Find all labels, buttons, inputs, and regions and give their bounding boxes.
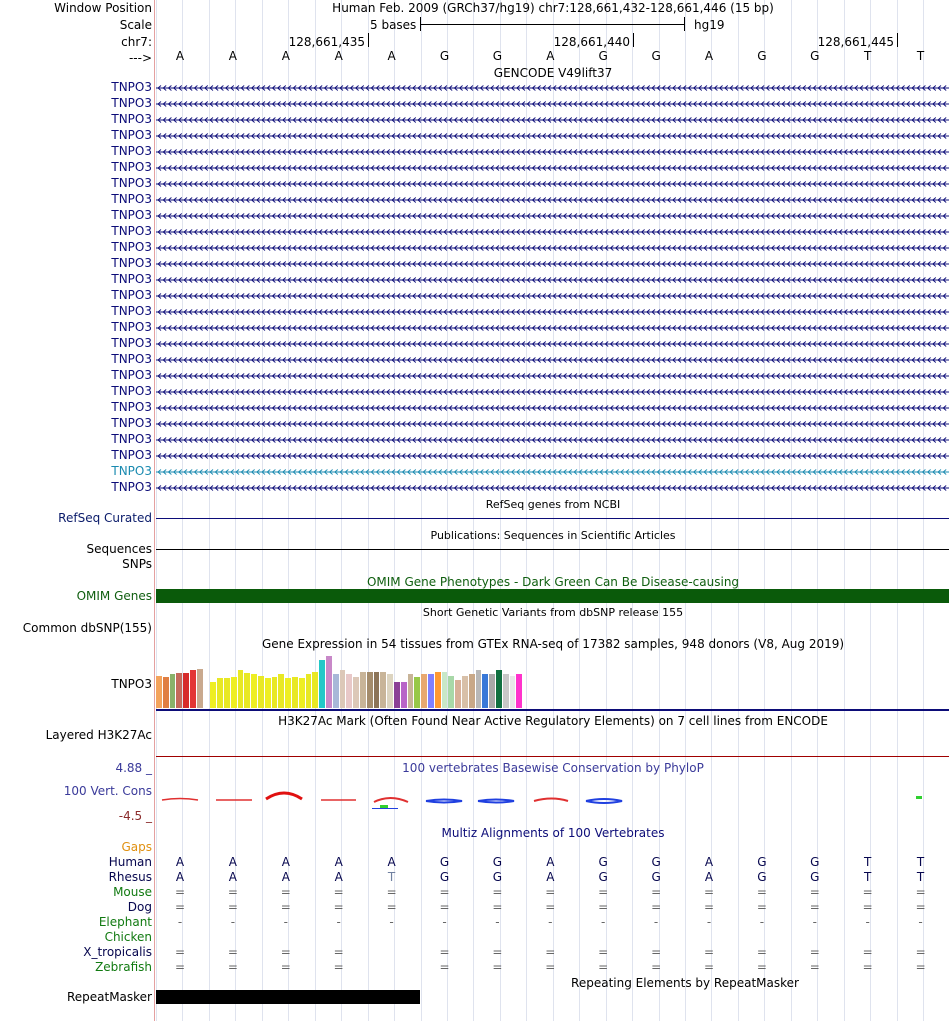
h3k27ac-baseline xyxy=(156,756,949,757)
multiz-base: = xyxy=(545,945,556,959)
phylop-mark-3 xyxy=(266,793,302,799)
multiz-base: = xyxy=(862,900,873,914)
phylop-mark-10 xyxy=(380,805,388,808)
gencode-transcript-strand[interactable] xyxy=(156,322,949,334)
multiz-base: = xyxy=(703,900,715,914)
gtex-bar[interactable] xyxy=(210,682,216,708)
gencode-transcript-label[interactable]: TNPO3 xyxy=(111,416,152,430)
multiz-base: = xyxy=(598,885,609,899)
multiz-base: = xyxy=(756,900,767,914)
multiz-base: = xyxy=(809,960,820,974)
sequence-base: G xyxy=(810,49,820,63)
multiz-base: = xyxy=(492,945,503,959)
multiz-base: = xyxy=(651,960,662,974)
gtex-baseline xyxy=(156,709,949,711)
gtex-bar[interactable] xyxy=(163,677,169,708)
label-divider xyxy=(154,0,155,1021)
multiz-base: = xyxy=(862,945,873,959)
multiz-base: A xyxy=(704,855,714,869)
multiz-base: - xyxy=(918,915,923,929)
gencode-transcript-label[interactable]: TNPO3 xyxy=(111,96,152,110)
gencode-transcript-label[interactable]: TNPO3 xyxy=(111,384,152,398)
multiz-species-label: Human xyxy=(108,855,152,869)
gtex-bar[interactable] xyxy=(346,674,352,708)
gtex-bar[interactable] xyxy=(170,674,176,708)
gencode-transcript-label[interactable]: TNPO3 xyxy=(111,256,152,270)
publications-feature-line[interactable] xyxy=(156,549,949,550)
gencode-transcript-strand[interactable] xyxy=(156,434,949,446)
multiz-base: A xyxy=(281,870,290,884)
multiz-base: = xyxy=(492,900,503,914)
multiz-base: G xyxy=(439,855,450,869)
multiz-base: A xyxy=(546,870,555,884)
multiz-base: = xyxy=(439,885,450,899)
multiz-base: - xyxy=(336,915,341,929)
gencode-transcript-label[interactable]: TNPO3 xyxy=(111,480,152,494)
multiz-base: = xyxy=(756,885,767,899)
multiz-base: - xyxy=(495,915,500,929)
gencode-transcript-strand[interactable] xyxy=(156,386,949,398)
gtex-bar[interactable] xyxy=(238,670,244,708)
gtex-bar[interactable] xyxy=(428,674,434,708)
multiz-base: T xyxy=(916,870,925,884)
phylop-mark-9 xyxy=(586,799,622,803)
gencode-transcript-strand[interactable] xyxy=(156,210,949,222)
multiz-base: = xyxy=(915,945,926,959)
multiz-base: = xyxy=(333,900,344,914)
gtex-bar[interactable] xyxy=(469,674,475,708)
gtex-bar[interactable] xyxy=(380,672,386,708)
multiz-base: A xyxy=(228,855,237,869)
gencode-transcript-label[interactable]: TNPO3 xyxy=(111,304,152,318)
multiz-base: = xyxy=(439,900,450,914)
multiz-base: = xyxy=(651,885,662,899)
gtex-gene-label[interactable]: TNPO3 xyxy=(111,677,152,691)
gencode-transcript-label[interactable]: TNPO3 xyxy=(111,272,152,286)
scale-bar-left-tick xyxy=(420,17,421,31)
multiz-base: G xyxy=(810,855,820,869)
phylop-mark-6 xyxy=(426,800,462,803)
gtex-bar[interactable] xyxy=(367,672,373,708)
multiz-base: = xyxy=(227,900,238,914)
multiz-base: = xyxy=(227,960,238,974)
gencode-transcript-label[interactable]: TNPO3 xyxy=(111,464,152,478)
gtex-bar[interactable] xyxy=(387,674,393,708)
multiz-base: - xyxy=(706,915,712,929)
sequence-base: G xyxy=(492,49,503,63)
multiz-base: G xyxy=(651,870,661,884)
strand-arrow-label: ---> xyxy=(128,51,152,65)
gencode-transcript-label[interactable]: TNPO3 xyxy=(111,192,152,206)
sequence-base: T xyxy=(864,49,872,63)
gtex-bar[interactable] xyxy=(394,682,400,708)
gencode-transcript-label[interactable]: TNPO3 xyxy=(111,432,152,446)
multiz-base: - xyxy=(283,915,288,929)
gencode-transcript-strand[interactable] xyxy=(156,274,949,286)
multiz-base: = xyxy=(756,960,767,974)
multiz-base: A xyxy=(387,855,396,869)
multiz-base: = xyxy=(862,885,873,899)
multiz-base: - xyxy=(865,915,870,929)
multiz-base: G xyxy=(439,870,450,884)
gencode-transcript-label[interactable]: TNPO3 xyxy=(111,400,152,414)
multiz-base: G xyxy=(757,855,767,869)
gaps-label: Gaps xyxy=(121,840,152,854)
sequence-base: A xyxy=(281,49,290,63)
gtex-bar[interactable] xyxy=(265,678,271,708)
gtex-bar[interactable] xyxy=(299,678,305,708)
position-tick-mark xyxy=(897,33,898,47)
multiz-base: G xyxy=(651,855,661,869)
gtex-bar[interactable] xyxy=(244,673,250,708)
gtex-bar[interactable] xyxy=(408,674,414,708)
phylop-mark-8 xyxy=(534,799,568,802)
dbsnp-track-title: Short Genetic Variants from dbSNP release 155 xyxy=(422,606,684,619)
gtex-bar[interactable] xyxy=(333,674,339,708)
gtex-bar[interactable] xyxy=(462,676,468,708)
phylop-mark-1 xyxy=(162,799,198,801)
gencode-transcript-label[interactable]: TNPO3 xyxy=(111,160,152,174)
sequence-base: A xyxy=(334,49,343,63)
dbsnp-label[interactable]: Common dbSNP(155) xyxy=(22,621,152,635)
scale-bar xyxy=(420,24,684,25)
gtex-bar[interactable] xyxy=(421,674,427,708)
omim-feature-bar[interactable] xyxy=(156,589,949,603)
gtex-bar[interactable] xyxy=(496,670,502,708)
gencode-transcript-strand[interactable] xyxy=(156,338,949,350)
h3k27ac-track-title: H3K27Ac Mark (Often Found Near Active Regulatory Elements) on 7 cell lines from ENCODE xyxy=(278,714,828,728)
gtex-bar[interactable] xyxy=(197,669,203,708)
gencode-transcript-label[interactable]: TNPO3 xyxy=(111,320,152,334)
multiz-base: - xyxy=(177,915,183,929)
multiz-base: G xyxy=(492,855,503,869)
multiz-base: = xyxy=(809,900,820,914)
gtex-bar[interactable] xyxy=(482,674,488,708)
gtex-bar[interactable] xyxy=(476,670,482,708)
gencode-transcript-strand[interactable] xyxy=(156,258,949,270)
multiz-base: = xyxy=(756,945,767,959)
gencode-transcript-strand[interactable] xyxy=(156,402,949,414)
gencode-transcript-strand[interactable] xyxy=(156,418,949,430)
gencode-transcript-label[interactable]: TNPO3 xyxy=(111,80,152,94)
multiz-base: G xyxy=(810,870,820,884)
scale-label: Scale xyxy=(119,18,152,32)
gencode-transcript-label[interactable]: TNPO3 xyxy=(111,368,152,382)
sequence-base: A xyxy=(387,49,396,63)
gtex-bar[interactable] xyxy=(401,682,407,708)
multiz-base: G xyxy=(492,870,503,884)
gtex-bar[interactable] xyxy=(272,677,278,708)
multiz-base: = xyxy=(703,945,715,959)
multiz-base: = xyxy=(598,960,609,974)
phylop-mark-11 xyxy=(372,808,398,809)
multiz-species-label: Rhesus xyxy=(108,870,152,884)
gtex-bar[interactable] xyxy=(258,676,264,708)
gencode-transcript-strand[interactable] xyxy=(156,98,949,110)
gencode-transcript-strand[interactable] xyxy=(156,130,949,142)
phylop-label[interactable]: 100 Vert. Cons xyxy=(63,784,152,798)
gtex-bar[interactable] xyxy=(360,672,366,708)
position-tick-mark xyxy=(368,33,369,47)
phylop-track-title: 100 vertebrates Basewise Conservation by PhyloP xyxy=(402,761,704,775)
gtex-bar[interactable] xyxy=(156,676,162,708)
gencode-transcript-strand[interactable] xyxy=(156,450,949,462)
window-position-label: Window Position xyxy=(54,1,152,15)
refseq-label[interactable]: RefSeq Curated xyxy=(58,511,152,525)
multiz-base: A xyxy=(228,870,237,884)
multiz-base: = xyxy=(333,960,344,974)
multiz-base: = xyxy=(227,885,238,899)
gencode-transcript-label[interactable]: TNPO3 xyxy=(111,224,152,238)
phylop-mark-5 xyxy=(374,798,408,802)
gencode-transcript-strand[interactable] xyxy=(156,290,949,302)
gtex-bar[interactable] xyxy=(204,670,210,708)
multiz-base: - xyxy=(759,915,765,929)
multiz-base: G xyxy=(757,870,767,884)
gtex-bar[interactable] xyxy=(516,674,522,708)
h3k27ac-label[interactable]: Layered H3K27Ac xyxy=(45,728,152,742)
multiz-base: = xyxy=(386,885,397,899)
multiz-base: A xyxy=(175,870,185,884)
snps-label[interactable]: SNPs xyxy=(122,557,152,571)
gencode-transcript-label[interactable]: TNPO3 xyxy=(111,144,152,158)
gencode-transcript-strand[interactable] xyxy=(156,354,949,366)
multiz-base: = xyxy=(227,945,238,959)
gtex-bar[interactable] xyxy=(285,678,291,708)
multiz-base: = xyxy=(174,900,186,914)
multiz-base: = xyxy=(915,900,926,914)
gtex-bar[interactable] xyxy=(414,677,420,708)
gtex-bar[interactable] xyxy=(306,674,312,708)
multiz-base: = xyxy=(545,885,556,899)
omim-label[interactable]: OMIM Genes xyxy=(76,589,152,603)
repeatmasker-track-title: Repeating Elements by RepeatMasker xyxy=(571,976,799,990)
gtex-bar-chart[interactable] xyxy=(156,652,556,708)
multiz-base: = xyxy=(386,900,397,914)
multiz-base: T xyxy=(387,870,396,884)
gtex-bar[interactable] xyxy=(217,678,223,708)
multiz-base: = xyxy=(915,885,926,899)
multiz-base: = xyxy=(703,960,715,974)
gencode-transcript-label[interactable]: TNPO3 xyxy=(111,240,152,254)
multiz-base: G xyxy=(598,855,608,869)
multiz-base: = xyxy=(862,960,873,974)
gtex-bar[interactable] xyxy=(278,674,284,708)
multiz-base: - xyxy=(230,915,236,929)
multiz-base: = xyxy=(333,945,344,959)
position-text: Human Feb. 2009 (GRCh37/hg19) chr7:128,661,432-128,661,446 (15 bp) xyxy=(332,1,774,15)
refseq-feature-line[interactable] xyxy=(156,518,949,519)
multiz-base: = xyxy=(545,960,556,974)
gencode-transcript-strand[interactable] xyxy=(156,482,949,494)
gtex-bar[interactable] xyxy=(374,672,380,708)
multiz-base: = xyxy=(545,900,556,914)
multiz-base: = xyxy=(598,900,609,914)
multiz-base: - xyxy=(653,915,659,929)
multiz-base: = xyxy=(280,885,291,899)
multiz-base: = xyxy=(333,885,344,899)
repeatmasker-label[interactable]: RepeatMasker xyxy=(66,990,152,1004)
phylop-mark-12 xyxy=(916,796,922,799)
publications-track-title: Publications: Sequences in Scientific Articles xyxy=(430,529,676,542)
multiz-base: = xyxy=(915,960,926,974)
gtex-bar[interactable] xyxy=(448,676,454,708)
multiz-base: A xyxy=(704,870,714,884)
gencode-transcript-label[interactable]: TNPO3 xyxy=(111,208,152,222)
gtex-bar[interactable] xyxy=(292,677,298,708)
multiz-base: = xyxy=(703,885,715,899)
gtex-bar[interactable] xyxy=(340,670,346,708)
sequence-base: A xyxy=(704,49,714,63)
gencode-transcript-strand[interactable] xyxy=(156,82,949,94)
position-tick-label: 128,661,435 xyxy=(288,35,365,49)
multiz-base: A xyxy=(546,855,555,869)
gtex-bar[interactable] xyxy=(319,660,325,708)
multiz-base: = xyxy=(492,885,503,899)
gencode-transcript-label[interactable]: TNPO3 xyxy=(111,176,152,190)
multiz-base: = xyxy=(651,945,662,959)
gencode-transcript-strand[interactable] xyxy=(156,370,949,382)
phylop-min-label: -4.5 _ xyxy=(118,809,152,823)
gencode-transcript-label[interactable]: TNPO3 xyxy=(111,336,152,350)
gtex-bar[interactable] xyxy=(224,678,230,708)
multiz-species-label: Dog xyxy=(127,900,152,914)
gencode-transcript-strand[interactable] xyxy=(156,114,949,126)
gencode-transcript-strand[interactable] xyxy=(156,466,949,478)
gencode-transcript-strand[interactable] xyxy=(156,162,949,174)
multiz-base: = xyxy=(280,945,291,959)
gencode-transcript-strand[interactable] xyxy=(156,146,949,158)
multiz-base: - xyxy=(548,915,553,929)
multiz-base: = xyxy=(174,945,186,959)
gencode-transcript-strand[interactable] xyxy=(156,306,949,318)
multiz-base: - xyxy=(601,915,606,929)
gtex-bar[interactable] xyxy=(176,673,182,708)
multiz-base: T xyxy=(864,870,872,884)
multiz-base: A xyxy=(334,855,343,869)
gtex-bar[interactable] xyxy=(312,672,318,708)
multiz-base: = xyxy=(280,900,291,914)
gencode-transcript-label[interactable]: TNPO3 xyxy=(111,352,152,366)
sequence-base: G xyxy=(439,49,450,63)
sequence-base: G xyxy=(598,49,608,63)
multiz-base: = xyxy=(809,945,820,959)
gencode-transcript-strand[interactable] xyxy=(156,194,949,206)
gtex-bar[interactable] xyxy=(435,672,441,708)
gencode-transcript-label[interactable]: TNPO3 xyxy=(111,448,152,462)
gencode-transcript-strand[interactable] xyxy=(156,242,949,254)
sequence-base: A xyxy=(228,49,237,63)
scale-text: 5 bases xyxy=(370,18,417,32)
multiz-base: A xyxy=(281,855,290,869)
repeatmasker-element[interactable] xyxy=(156,990,420,1004)
gencode-transcript-strand[interactable] xyxy=(156,226,949,238)
omim-track-title: OMIM Gene Phenotypes - Dark Green Can Be Disease-causing xyxy=(366,575,740,589)
position-tick-label: 128,661,440 xyxy=(553,35,630,49)
multiz-species-label: Zebrafish xyxy=(95,960,152,974)
gencode-track-title: GENCODE V49lift37 xyxy=(493,66,613,80)
gtex-bar[interactable] xyxy=(326,656,332,708)
phylop-max-label: 4.88 _ xyxy=(115,761,152,775)
gtex-track-title: Gene Expression in 54 tissues from GTEx RNA-seq of 17382 samples, 948 donors (V8, Aug 2019) xyxy=(261,637,845,651)
multiz-base: A xyxy=(175,855,185,869)
multiz-species-label: Chicken xyxy=(104,930,152,944)
gtex-bar[interactable] xyxy=(190,670,196,708)
multiz-base: = xyxy=(439,945,450,959)
multiz-base: = xyxy=(439,960,450,974)
phylop-mark-7 xyxy=(478,800,514,803)
multiz-base: T xyxy=(916,855,925,869)
sequence-base: G xyxy=(651,49,661,63)
phylop-wiggle[interactable] xyxy=(156,785,950,813)
sequence-base: A xyxy=(175,49,185,63)
multiz-species-label: Elephant xyxy=(98,915,152,929)
multiz-base: = xyxy=(598,945,609,959)
gencode-transcript-label[interactable]: TNPO3 xyxy=(111,128,152,142)
multiz-base: - xyxy=(812,915,817,929)
gencode-transcript-strand[interactable] xyxy=(156,178,949,190)
multiz-species-label: X_tropicalis xyxy=(83,945,152,959)
sequence-base: T xyxy=(916,49,925,63)
multiz-base: G xyxy=(598,870,608,884)
gtex-bar[interactable] xyxy=(489,674,495,708)
multiz-base: A xyxy=(334,870,343,884)
refseq-track-title: RefSeq genes from NCBI xyxy=(485,498,621,511)
multiz-base: T xyxy=(864,855,872,869)
multiz-base: - xyxy=(442,915,447,929)
gencode-transcript-label[interactable]: TNPO3 xyxy=(111,112,152,126)
multiz-base: = xyxy=(492,960,503,974)
gtex-bar[interactable] xyxy=(442,672,448,708)
multiz-base: = xyxy=(809,885,820,899)
chrom-label: chr7: xyxy=(121,35,152,49)
scale-bar-right-tick xyxy=(684,17,685,31)
multiz-track-title: Multiz Alignments of 100 Vertebrates xyxy=(441,826,665,840)
multiz-base: - xyxy=(389,915,394,929)
sequence-base: A xyxy=(546,49,555,63)
gtex-bar[interactable] xyxy=(510,676,516,708)
position-tick-mark xyxy=(633,33,634,47)
multiz-base: = xyxy=(651,900,662,914)
gtex-bar[interactable] xyxy=(183,673,189,708)
sequences-label[interactable]: Sequences xyxy=(86,542,152,556)
assembly-label: hg19 xyxy=(694,18,725,32)
multiz-base: = xyxy=(174,960,186,974)
gtex-bar[interactable] xyxy=(231,677,237,708)
multiz-base: = xyxy=(174,885,186,899)
gencode-transcript-label[interactable]: TNPO3 xyxy=(111,288,152,302)
multiz-base: = xyxy=(280,960,291,974)
gtex-bar[interactable] xyxy=(455,680,461,708)
sequence-base: G xyxy=(757,49,767,63)
multiz-species-label: Mouse xyxy=(113,885,152,899)
gtex-bar[interactable] xyxy=(353,677,359,708)
gtex-bar[interactable] xyxy=(503,674,509,708)
position-tick-label: 128,661,445 xyxy=(817,35,894,49)
gtex-bar[interactable] xyxy=(251,674,257,708)
